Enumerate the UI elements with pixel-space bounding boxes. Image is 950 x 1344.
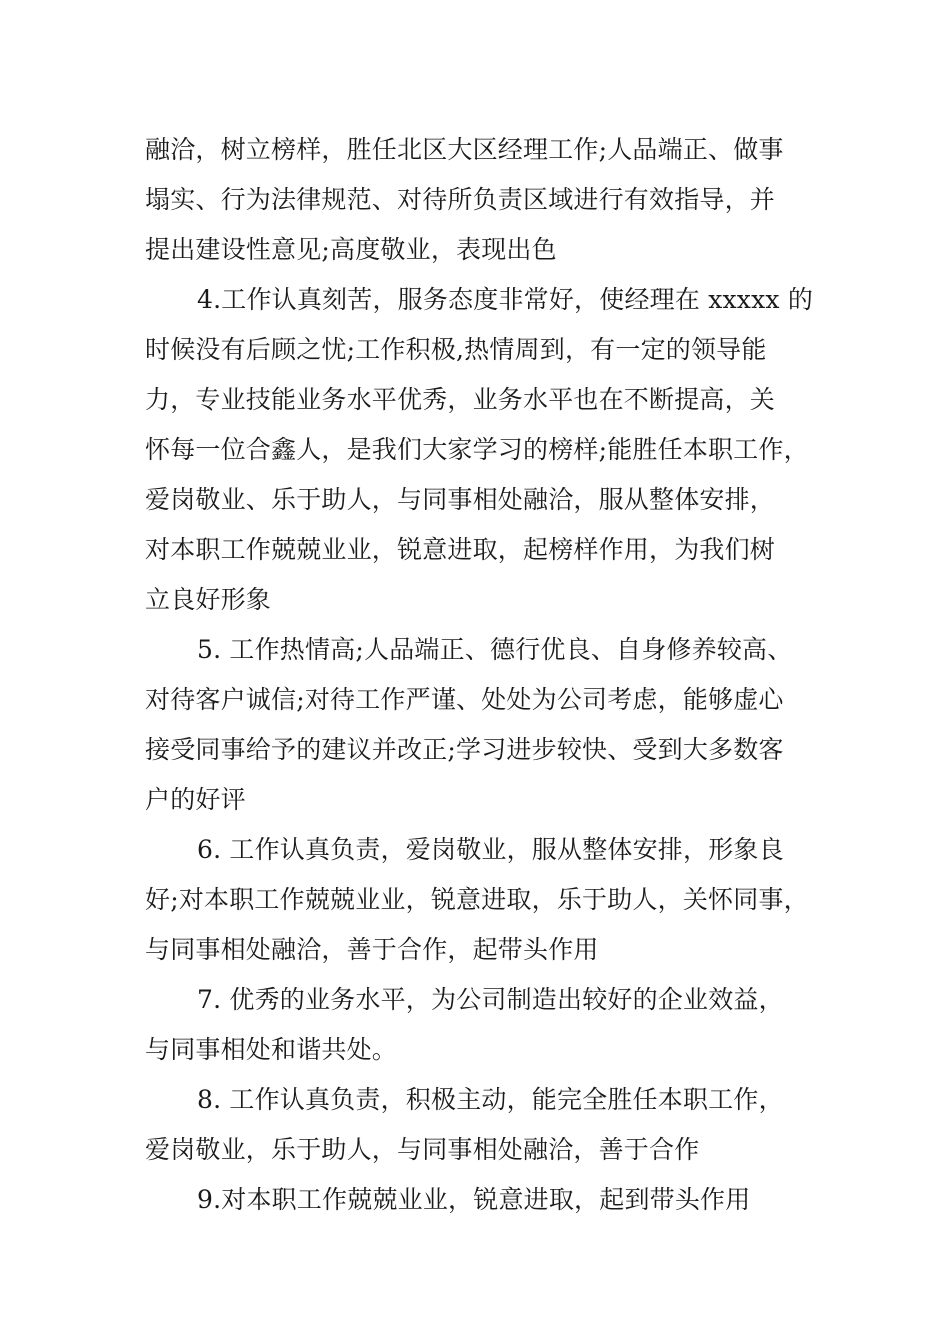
text-line: 接受同事给予的建议并改正;学习进步较快、受到大多数客 <box>145 735 784 764</box>
list-item-9: 9.对本职工作兢兢业业，锐意进取，起到带头作用 <box>197 1185 751 1214</box>
text-line: 对待客户诚信;对待工作严谨、处处为公司考虑，能够虚心 <box>145 685 784 714</box>
text-line: 时候没有后顾之忧;工作积极,热情周到，有一定的领导能 <box>145 335 767 364</box>
list-item-8: 8. 工作认真负责，积极主动，能完全胜任本职工作， <box>197 1085 784 1114</box>
text-line: 爱岗敬业，乐于助人，与同事相处融洽，善于合作 <box>145 1135 700 1164</box>
text-line: 立良好形象 <box>145 585 272 614</box>
text-line: 提出建设性意见;高度敬业，表现出色 <box>145 235 557 264</box>
list-item-5: 5. 工作热情高;人品端正、德行优良、自身修养较高、 <box>197 635 793 664</box>
text-line: 爱岗敬业、乐于助人，与同事相处融洽，服从整体安排， <box>145 485 776 514</box>
text-line: 户的好评 <box>145 785 246 814</box>
list-item-4: 4.工作认真刻苦，服务态度非常好，使经理在 xxxxx 的 <box>197 285 814 314</box>
text-line: 对本职工作兢兢业业，锐意进取，起榜样作用，为我们树 <box>145 535 776 564</box>
text-line: 融洽，树立榜样，胜任北区大区经理工作;人品端正、做事 <box>145 135 784 164</box>
list-item-7: 7. 优秀的业务水平，为公司制造出较好的企业效益， <box>197 985 784 1014</box>
text-line: 与同事相处融洽，善于合作，起带头作用 <box>145 935 599 964</box>
text-line: 好;对本职工作兢兢业业，锐意进取，乐于助人，关怀同事， <box>145 885 809 914</box>
text-line: 塌实、行为法律规范、对待所负责区域进行有效指导，并 <box>145 185 776 214</box>
list-item-6: 6. 工作认真负责，爱岗敬业，服从整体安排，形象良 <box>197 835 784 864</box>
text-line: 怀每一位合鑫人，是我们大家学习的榜样;能胜任本职工作， <box>145 435 809 464</box>
text-line: 与同事相处和谐共处。 <box>145 1035 398 1064</box>
text-line: 力，专业技能业务水平优秀，业务水平也在不断提高，关 <box>145 385 776 414</box>
